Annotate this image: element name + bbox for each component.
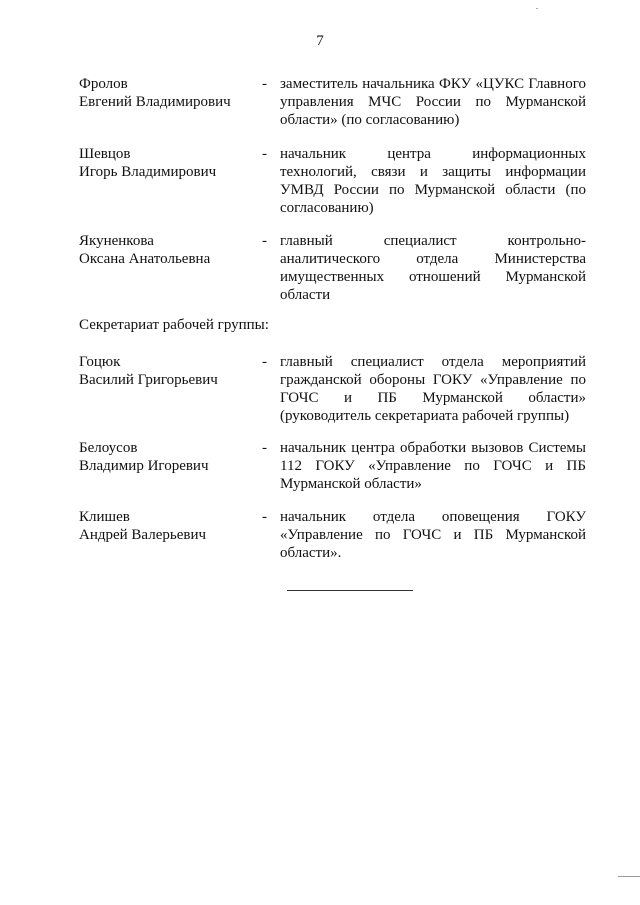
member-name <box>79 232 254 268</box>
member-last-name: Якуненкова <box>79 233 154 249</box>
member-name <box>79 353 254 389</box>
page-number: 7 <box>316 33 324 49</box>
member-name <box>79 439 254 475</box>
member-last-name: Клишев <box>79 509 130 525</box>
member-last-name: Белоусов <box>79 440 138 456</box>
scan-edge-mark <box>618 876 640 877</box>
dash-separator: - <box>262 233 267 249</box>
scan-speck <box>536 8 538 9</box>
member-last-name: Шевцов <box>79 146 131 162</box>
member-first-names: Василий Григорьевич <box>79 372 218 388</box>
dash-separator: - <box>262 146 267 162</box>
member-role: начальник центра обработки вызовов Системы 112 ГОКУ «Управление по ГОЧС и ПБ Мурманской области» <box>280 440 586 492</box>
dash-separator: - <box>262 354 267 370</box>
member-first-names: Оксана Анатольевна <box>79 251 211 267</box>
dash-separator: - <box>262 440 267 456</box>
member-role: главный специалист контрольно-аналитического отдела Министерства имущественных отношений Мурманской области <box>280 233 586 303</box>
member-role: заместитель начальника ФКУ «ЦУКС Главного управления МЧС России по Мурманской области» (по согласованию) <box>280 76 586 128</box>
member-name <box>79 75 254 111</box>
secretariat-heading: Секретариат рабочей группы: <box>79 317 269 333</box>
member-role: начальник центра информационных технологий, связи и защиты информации УМВД России по Мурманской области (по согласованию) <box>280 146 586 216</box>
member-last-name: Гоцюк <box>79 354 121 370</box>
dash-separator: - <box>262 76 267 92</box>
member-first-names: Андрей Валерьевич <box>79 527 207 543</box>
member-name <box>79 145 254 181</box>
member-first-names: Игорь Владимирович <box>79 164 217 180</box>
member-first-names: Евгений Владимирович <box>79 94 231 110</box>
member-name <box>79 508 254 544</box>
member-role: начальник отдела оповещения ГОКУ «Управление по ГОЧС и ПБ Мурманской области». <box>280 509 586 561</box>
member-last-name: Фролов <box>79 76 128 92</box>
member-role: главный специалист отдела мероприятий гражданской обороны ГОКУ «Управление по ГОЧС и ПБ Мурманской области» (руководитель секретариата рабочей группы) <box>280 354 586 424</box>
end-of-list-rule <box>287 590 413 591</box>
member-first-names: Владимир Игоревич <box>79 458 209 474</box>
dash-separator: - <box>262 509 267 525</box>
